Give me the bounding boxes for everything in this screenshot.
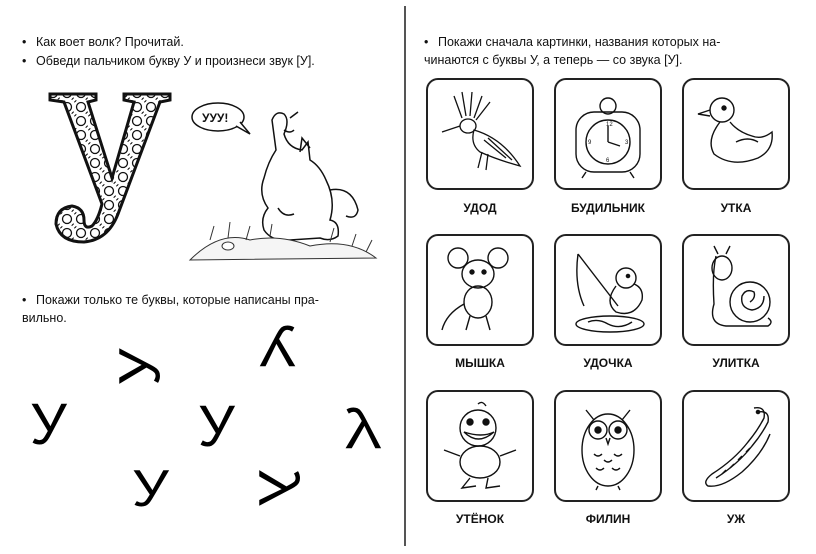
- card-caption-duckling: УТЁНОК: [455, 512, 505, 526]
- alarm-clock-icon: [564, 88, 652, 180]
- duckling-icon: [436, 400, 524, 492]
- letter-u-correct-1[interactable]: У: [30, 392, 67, 457]
- svg-text:9: 9: [588, 140, 592, 146]
- owl-icon: [564, 400, 652, 492]
- svg-text:6: 6: [606, 158, 610, 164]
- card-caption-duck: УТКА: [720, 201, 752, 215]
- card-fishing-rod[interactable]: [554, 234, 662, 346]
- instruction-pictures: • Покажи сначала картинки, названия которых на-: [424, 35, 721, 49]
- card-duck[interactable]: [682, 78, 790, 190]
- letter-v-shaped[interactable]: У: [132, 459, 169, 518]
- card-caption-snail: УЛИТКА: [712, 356, 760, 370]
- svg-text:3: 3: [625, 140, 629, 146]
- card-caption-owl: ФИЛИН: [585, 512, 631, 526]
- instruction-howl: • Как воет волк? Прочитай.: [22, 35, 184, 49]
- bubble-text: УУУ!: [202, 111, 229, 125]
- svg-text:12: 12: [606, 122, 613, 128]
- card-owl[interactable]: [554, 390, 662, 502]
- instruction-pictures-cont: чинаются с буквы У, а теперь — со звука [У].: [424, 53, 683, 67]
- snail-icon: [692, 244, 780, 336]
- letter-u-flipped[interactable]: У: [344, 395, 381, 460]
- howling-wolf-icon: [180, 90, 380, 270]
- card-duckling[interactable]: [426, 390, 534, 502]
- letter-u-rotated-right[interactable]: У: [247, 468, 313, 506]
- instruction-correct-letters-cont: вильно.: [22, 311, 67, 325]
- page-divider: [404, 6, 406, 546]
- card-snail[interactable]: [682, 234, 790, 346]
- card-caption-fishing-rod: УДОЧКА: [583, 356, 633, 370]
- card-caption-mouse: МЫШКА: [455, 356, 505, 370]
- card-hoopoe[interactable]: [426, 78, 534, 190]
- card-caption-snake: УЖ: [726, 512, 746, 526]
- hoopoe-icon: [436, 88, 524, 180]
- duck-icon: [692, 88, 780, 180]
- snake-icon: [692, 400, 780, 492]
- dotted-letter-u-icon[interactable]: [46, 86, 174, 246]
- card-caption-hoopoe: УДОД: [463, 201, 497, 215]
- mouse-icon: [436, 244, 524, 336]
- instruction-trace-letter: • Обведи пальчиком букву У и произнеси звук [У].: [22, 54, 315, 68]
- card-caption-alarm-clock: БУДИЛЬНИК: [570, 201, 645, 215]
- card-snake[interactable]: [682, 390, 790, 502]
- instruction-correct-letters: • Покажи только те буквы, которые написаны пра-: [22, 293, 319, 307]
- letter-u-rotated-left[interactable]: У: [107, 348, 173, 386]
- fishing-rod-icon: [564, 244, 652, 336]
- letter-u-upside-down[interactable]: У: [260, 313, 297, 378]
- letter-u-correct-2[interactable]: У: [198, 394, 235, 459]
- card-alarm-clock[interactable]: [554, 78, 662, 190]
- card-mouse[interactable]: [426, 234, 534, 346]
